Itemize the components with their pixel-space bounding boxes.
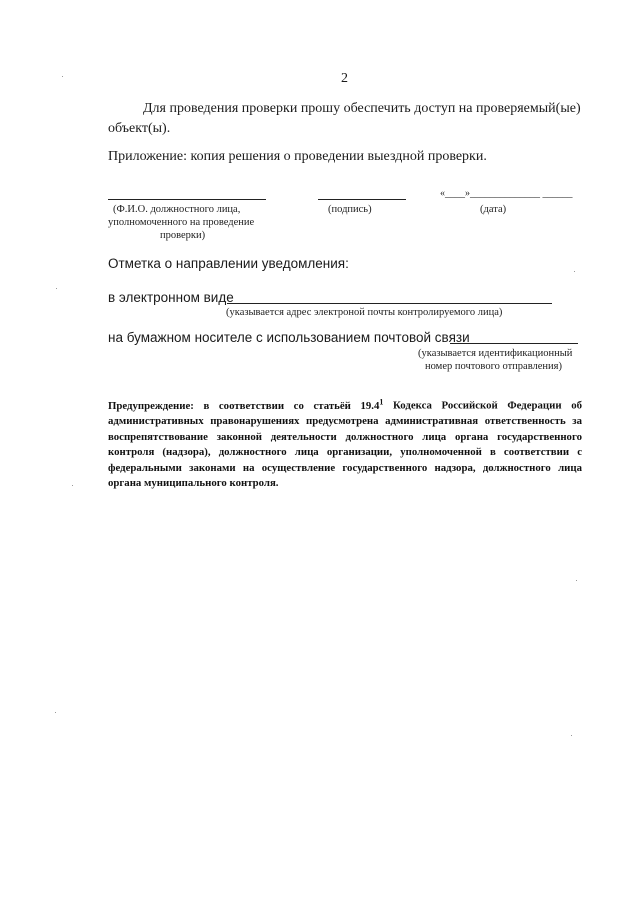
- electronic-label: в электронном виде: [108, 290, 234, 305]
- warning-superscript: 1: [379, 397, 384, 406]
- electronic-address-line: [227, 303, 552, 304]
- date-placeholder: «____»______________ ______: [440, 188, 573, 199]
- name-caption-line1: (Ф.И.О. должностного лица,: [113, 204, 241, 215]
- notification-heading: Отметка о направлении уведомления:: [108, 256, 349, 271]
- scan-speck: [55, 712, 56, 713]
- scan-speck: [574, 271, 575, 272]
- scan-speck: [576, 580, 577, 581]
- scan-speck: [56, 288, 57, 289]
- paper-caption-line1: (указывается идентификационный: [418, 348, 573, 359]
- name-caption-line3: проверки): [160, 230, 206, 241]
- paper-caption-line2: номер почтового отправления): [425, 361, 562, 372]
- date-caption: (дата): [480, 204, 507, 215]
- scan-speck: [62, 76, 63, 77]
- scan-speck: [571, 735, 572, 736]
- access-request-line2: объект(ы).: [108, 121, 171, 136]
- page-number: 2: [341, 71, 348, 86]
- signature-line: [318, 199, 406, 200]
- paper-label: на бумажном носителе с использованием почтовой связи: [108, 330, 470, 345]
- postal-id-line: [450, 343, 578, 344]
- signature-caption: (подпись): [328, 204, 372, 215]
- name-line: [108, 199, 266, 200]
- scan-speck: [72, 485, 73, 486]
- warning-text: Кодекса Российской Федерации об административных правонарушениях предусмотрена административная ответственность за воспрепятствование законной деятельности должностного лица органа государственного контроля (надзора), должностного лица организации, уполномоченной в соответствии с федеральными законами на осуществление государственного надзора, должностного лица органа муниципального контроля.: [108, 399, 583, 490]
- electronic-caption: (указывается адрес электроной почты контролируемого лица): [226, 307, 503, 318]
- attachment-line: Приложение: копия решения о проведении выездной проверки.: [108, 149, 487, 164]
- access-request-line1: Для проведения проверки прошу обеспечить доступ на проверяемый(ые): [143, 101, 581, 116]
- warning-lead: Предупреждение: в соответствии со статьёй 19.4: [108, 399, 380, 412]
- warning-paragraph: [108, 394, 582, 492]
- name-caption-line2: уполномоченного на проведение: [108, 217, 255, 228]
